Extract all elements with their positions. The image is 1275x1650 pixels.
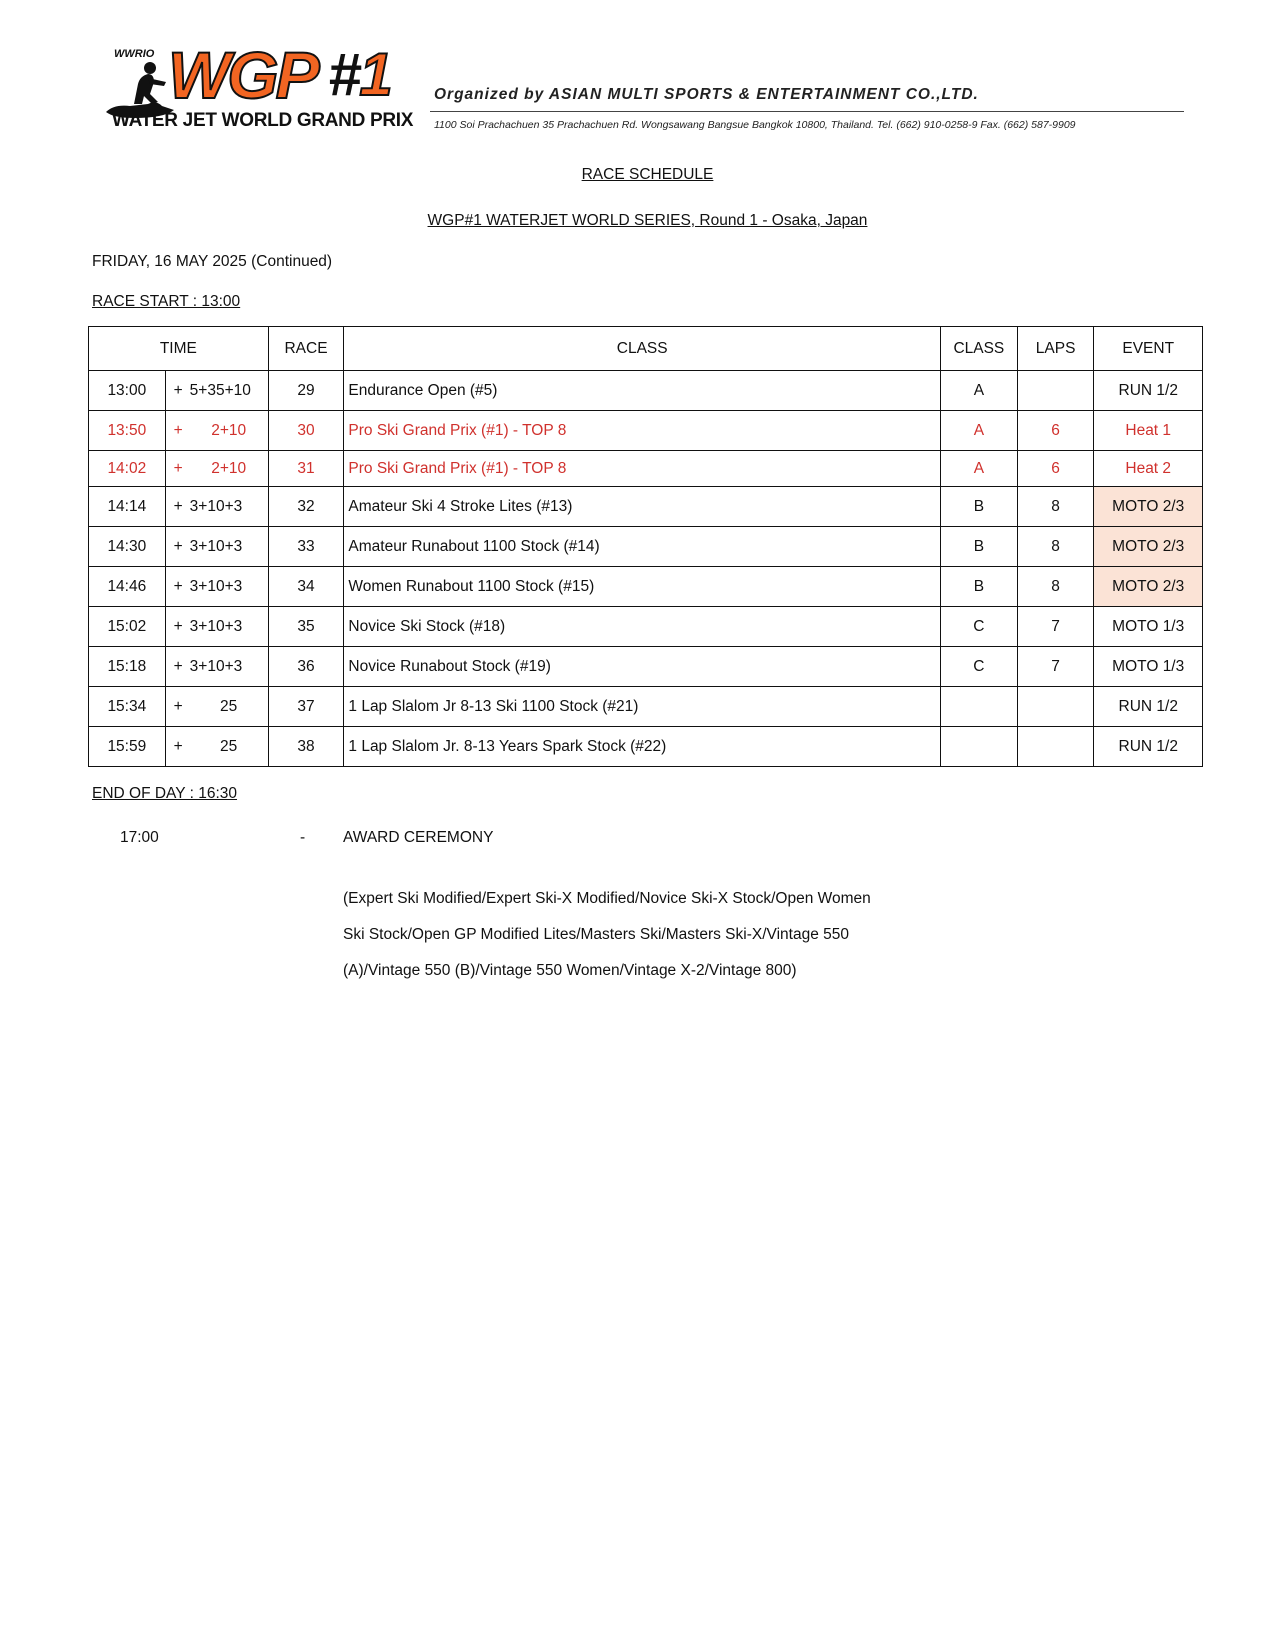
cell-added-time: [165, 371, 268, 411]
cell-event: MOTO 1/3: [1094, 647, 1203, 687]
table-header-row: [89, 327, 1203, 371]
award-classes-line-1: (Expert Ski Modified/Expert Ski-X Modified/Novice Ski-X Stock/Open Women: [343, 890, 871, 907]
plus-sign: +: [173, 577, 183, 595]
header-event: EVENT: [1094, 327, 1203, 371]
cell-class-code: B: [940, 567, 1017, 607]
cell-race: 35: [268, 607, 344, 647]
plus-sign: +: [173, 657, 183, 675]
header-class-name: CLASS: [344, 327, 941, 371]
cell-event: Heat 1: [1094, 411, 1203, 451]
added-minutes: 25: [220, 737, 238, 755]
cell-laps: 6: [1017, 411, 1094, 451]
table-row: [89, 567, 1203, 607]
date-line: FRIDAY, 16 MAY 2025 (Continued): [92, 253, 333, 270]
table-row: [89, 451, 1203, 487]
race-start: RACE START : 13:00: [92, 293, 241, 310]
cell-class-code: [940, 727, 1017, 767]
added-minutes: 2+10: [211, 459, 247, 477]
cell-time: 15:18: [89, 647, 166, 687]
cell-class-code: B: [940, 487, 1017, 527]
cell-time: 14:14: [89, 487, 166, 527]
cell-class-name: 1 Lap Slalom Jr. 8-13 Years Spark Stock (#22): [344, 727, 941, 767]
cell-class-code: A: [940, 411, 1017, 451]
header-laps: LAPS: [1017, 327, 1094, 371]
cell-time: 13:00: [89, 371, 166, 411]
cell-event: Heat 2: [1094, 451, 1203, 487]
cell-race: 37: [268, 687, 344, 727]
table-row: [89, 647, 1203, 687]
cell-class-code: C: [940, 647, 1017, 687]
header-race: RACE: [268, 327, 344, 371]
table-row: [89, 607, 1203, 647]
cell-class-code: C: [940, 607, 1017, 647]
added-minutes: 2+10: [211, 421, 247, 439]
cell-laps: [1017, 687, 1094, 727]
cell-class-name: 1 Lap Slalom Jr 8-13 Ski 1100 Stock (#21): [344, 687, 941, 727]
cell-time: 15:59: [89, 727, 166, 767]
award-time: 17:00: [120, 829, 159, 846]
plus-sign: +: [173, 537, 183, 555]
cell-class-code: B: [940, 527, 1017, 567]
cell-class-name: Pro Ski Grand Prix (#1) - TOP 8: [344, 411, 941, 451]
added-minutes: 3+10+3: [189, 617, 243, 635]
cell-race: 32: [268, 487, 344, 527]
cell-laps: 8: [1017, 567, 1094, 607]
cell-laps: 7: [1017, 607, 1094, 647]
cell-class-code: [940, 687, 1017, 727]
cell-race: 36: [268, 647, 344, 687]
added-minutes: 3+10+3: [189, 497, 243, 515]
organizer-address: 1100 Soi Prachachuen 35 Prachachuen Rd. Wongsawang Bangsue Bangkok 10800, Thailand. Tel. (662) 910-0258-9 Fax. (662) 587-9909: [434, 119, 1076, 131]
cell-laps: 8: [1017, 487, 1094, 527]
cell-added-time: [165, 727, 268, 767]
header-class-code: CLASS: [940, 327, 1017, 371]
cell-added-time: [165, 411, 268, 451]
plus-sign: +: [173, 737, 183, 755]
header-time: TIME: [89, 327, 269, 371]
cell-time: 14:02: [89, 451, 166, 487]
cell-class-name: Endurance Open (#5): [344, 371, 941, 411]
cell-time: 14:30: [89, 527, 166, 567]
cell-added-time: [165, 607, 268, 647]
added-minutes: 5+35+10: [189, 381, 251, 399]
table-row: [89, 727, 1203, 767]
cell-added-time: [165, 687, 268, 727]
plus-sign: +: [173, 697, 183, 715]
table-row: [89, 527, 1203, 567]
cell-added-time: [165, 647, 268, 687]
cell-class-name: Pro Ski Grand Prix (#1) - TOP 8: [344, 451, 941, 487]
added-minutes: 3+10+3: [189, 577, 243, 595]
award-title: AWARD CEREMONY: [343, 829, 494, 846]
cell-class-code: A: [940, 371, 1017, 411]
cell-class-name: Novice Ski Stock (#18): [344, 607, 941, 647]
plus-sign: +: [173, 617, 183, 635]
series-title: WGP#1 WATERJET WORLD SERIES, Round 1 - Osaka, Japan: [427, 212, 868, 229]
added-minutes: 3+10+3: [189, 537, 243, 555]
cell-class-name: Novice Runabout Stock (#19): [344, 647, 941, 687]
logo-small-text: WWRIO: [114, 48, 155, 60]
organizer-line: Organized by ASIAN MULTI SPORTS & ENTERTAINMENT CO.,LTD.: [434, 86, 979, 103]
table-row: [89, 371, 1203, 411]
plus-sign: +: [173, 497, 183, 515]
table-row: [89, 687, 1203, 727]
cell-added-time: [165, 567, 268, 607]
cell-event: MOTO 2/3: [1094, 527, 1203, 567]
plus-sign: +: [173, 381, 183, 399]
award-classes-line-2: Ski Stock/Open GP Modified Lites/Masters Ski/Masters Ski-X/Vintage 550: [343, 926, 849, 943]
race-schedule-table: [88, 326, 1203, 767]
header-divider: [430, 111, 1184, 112]
cell-race: 30: [268, 411, 344, 451]
cell-laps: 7: [1017, 647, 1094, 687]
plus-sign: +: [173, 421, 183, 439]
cell-laps: 6: [1017, 451, 1094, 487]
cell-event: MOTO 1/3: [1094, 607, 1203, 647]
cell-time: 14:46: [89, 567, 166, 607]
cell-added-time: [165, 527, 268, 567]
page-title: RACE SCHEDULE: [581, 166, 714, 183]
logo-main-text: WGP: [168, 38, 317, 112]
logo-wordmark: WATER JET WORLD GRAND PRIX: [112, 110, 414, 131]
cell-race: 34: [268, 567, 344, 607]
added-minutes: 3+10+3: [189, 657, 243, 675]
cell-event: MOTO 2/3: [1094, 567, 1203, 607]
cell-class-name: Amateur Ski 4 Stroke Lites (#13): [344, 487, 941, 527]
cell-race: 33: [268, 527, 344, 567]
cell-laps: [1017, 727, 1094, 767]
cell-class-name: Amateur Runabout 1100 Stock (#14): [344, 527, 941, 567]
award-classes-line-3: (A)/Vintage 550 (B)/Vintage 550 Women/Vintage X-2/Vintage 800): [343, 962, 797, 979]
cell-class-code: A: [940, 451, 1017, 487]
cell-laps: [1017, 371, 1094, 411]
end-of-day: END OF DAY : 16:30: [92, 785, 238, 802]
wgp-logo: [104, 38, 414, 132]
cell-time: 13:50: [89, 411, 166, 451]
cell-event: RUN 1/2: [1094, 687, 1203, 727]
logo-number: #1: [328, 41, 391, 108]
cell-added-time: [165, 451, 268, 487]
cell-added-time: [165, 487, 268, 527]
cell-race: 29: [268, 371, 344, 411]
cell-race: 38: [268, 727, 344, 767]
award-dash: -: [300, 829, 306, 846]
cell-race: 31: [268, 451, 344, 487]
cell-time: 15:02: [89, 607, 166, 647]
cell-time: 15:34: [89, 687, 166, 727]
cell-event: RUN 1/2: [1094, 371, 1203, 411]
plus-sign: +: [173, 459, 183, 477]
cell-laps: 8: [1017, 527, 1094, 567]
cell-class-name: Women Runabout 1100 Stock (#15): [344, 567, 941, 607]
table-row: [89, 487, 1203, 527]
table-row: [89, 411, 1203, 451]
added-minutes: 25: [220, 697, 238, 715]
cell-event: MOTO 2/3: [1094, 487, 1203, 527]
cell-event: RUN 1/2: [1094, 727, 1203, 767]
